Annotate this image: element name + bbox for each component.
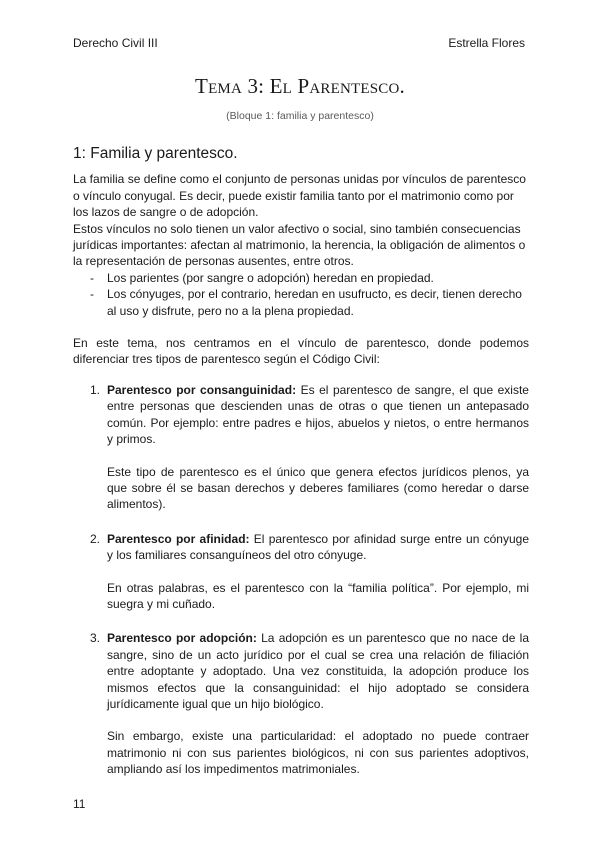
term-label: Parentesco por consanguinidad: xyxy=(107,382,297,397)
term-description: La adopción es un parentesco que no nace de la sangre, sino de un acto jurídico por el cual se crea una relación de filiación entre adoptante y adoptado. Una vez constituida, la adopción produce los mismos efectos que la consanguinidad: el hijo adoptado se considera jurídicamente igual que un hijo biológico. xyxy=(107,631,529,711)
bullet-list xyxy=(73,270,529,319)
list-item-affinity xyxy=(73,531,529,613)
page-number: 11 xyxy=(73,797,86,811)
term-extra: Este tipo de parentesco es el único que genera efectos jurídicos plenos, ya que sobre él se basan derechos y deberes familiares (como heredar o darse alimentos). xyxy=(107,464,529,512)
dash-bullet: - xyxy=(90,270,94,285)
numbered-list xyxy=(73,382,529,778)
list-item-text: Los cónyuges, por el contrario, heredan en usufructo, es decir, tienen derecho al uso y disfrute, pero no a la plena propiedad. xyxy=(107,287,522,318)
section-heading: 1: Familia y parentesco. xyxy=(73,145,238,162)
paragraph-intro: En este tema, nos centramos en el vínculo de parentesco, donde podemos diferenciar tres tipos de parentesco según el Código Civil: xyxy=(73,336,529,367)
list-item-adoption xyxy=(73,630,529,777)
page-subtitle: (Bloque 1: familia y parentesco) xyxy=(226,110,374,122)
term-label: Parentesco por adopción: xyxy=(107,631,257,646)
term-description: El parentesco por afinidad surge entre un cónyuge y los familiares consanguíneos del otro cónyuge. xyxy=(107,531,529,563)
header-course: Derecho Civil III xyxy=(73,36,158,50)
list-number: 1. xyxy=(90,382,101,397)
list-item-consanguinity xyxy=(73,382,529,513)
document-body xyxy=(73,146,529,796)
list-item xyxy=(73,270,529,286)
term-extra: En otras palabras, es el parentesco con la “familia política”. Por ejemplo, mi suegra y mi cuñado. xyxy=(107,580,529,611)
term-extra: Sin embargo, existe una particularidad: el adoptado no puede contraer matrimonio ni con sus parientes biológicos, ni con sus parientes adoptivos, ampliando así los impedimentos matrimoniales. xyxy=(107,729,529,777)
dash-bullet: - xyxy=(90,287,94,302)
paragraph-family-definition: La familia se define como el conjunto de personas unidas por vínculos de parentesco o vínculo conyugal. Es decir, puede existir familia tanto por el matrimonio como por los lazos de sangre o de adopción. xyxy=(73,172,526,220)
list-item xyxy=(73,286,529,319)
list-item-text: Los parientes (por sangre o adopción) heredan en propiedad. xyxy=(107,270,434,285)
paragraph-legal-consequences: Estos vínculos no solo tienen un valor afectivo o social, sino también consecuencias jurídicas importantes: afectan al matrimonio, la herencia, la obligación de alimentos o la representación de personas ausentes, entre otros. xyxy=(73,221,526,269)
page-title: Tema 3: El Parentesco. xyxy=(195,74,405,98)
list-number: 2. xyxy=(90,531,101,546)
header-author: Estrella Flores xyxy=(448,36,525,50)
term-label: Parentesco por afinidad: xyxy=(107,531,250,546)
term-description: Es el parentesco de sangre, el que existe entre personas que descienden unas de otras o que tienen un antepasado común. Por ejemplo: entre padres e hijos, abuelos y nietos, o entre hermanos y primos. xyxy=(107,382,529,447)
list-number: 3. xyxy=(90,631,101,646)
